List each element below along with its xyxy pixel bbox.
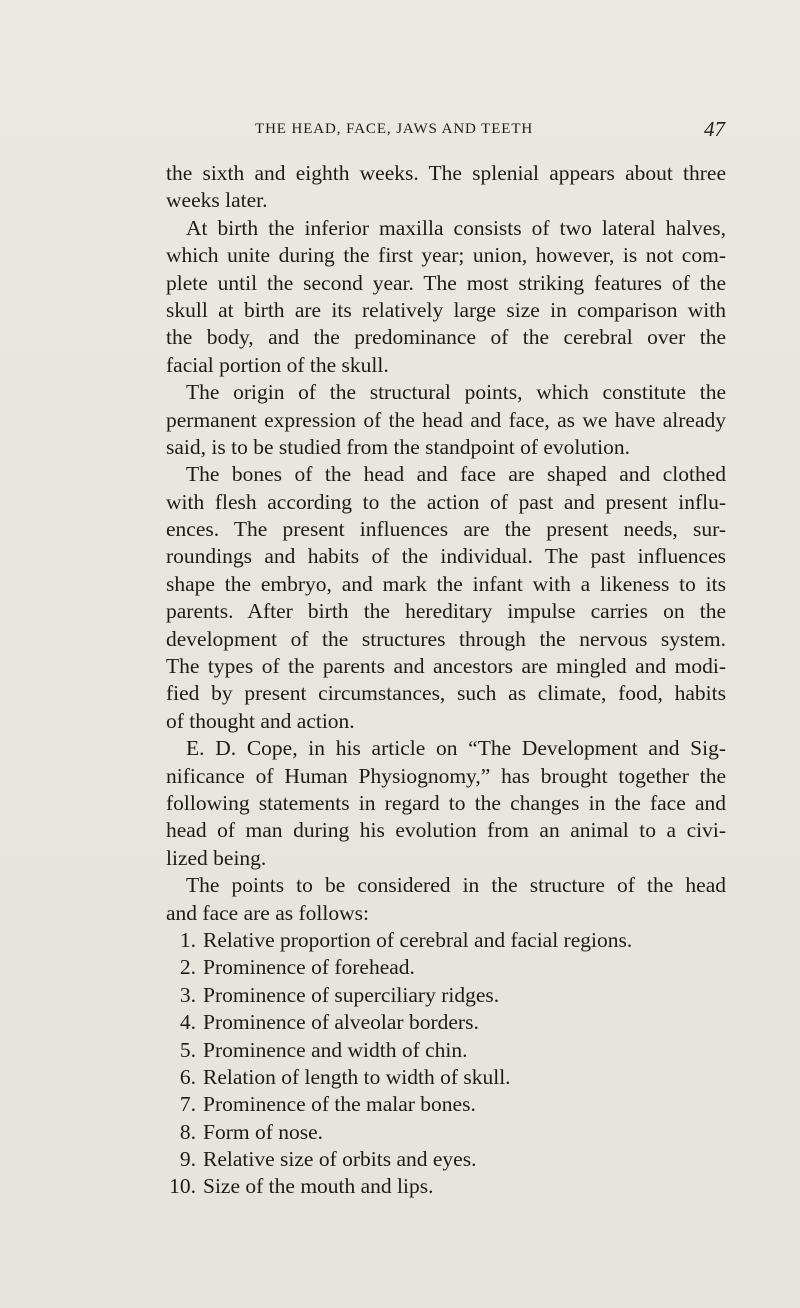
list-item-number: 6. [179, 1064, 196, 1089]
text-line: development of the structures through the nervous system. [166, 626, 726, 651]
points-list [166, 927, 726, 1201]
text-line: shape the embryo, and mark the infant with a likeness to its [166, 571, 726, 596]
list-item-number: 8. [179, 1119, 196, 1144]
text-line: skull at birth are its relatively large size in comparison with [166, 297, 726, 322]
page-number: 47 [704, 117, 725, 141]
list-item-number: 3. [179, 982, 196, 1007]
list-item [166, 1091, 726, 1118]
list-item-number: 2. [179, 955, 196, 980]
text-line: roundings and habits of the individual. The past influences [166, 544, 726, 569]
list-item-text: Prominence of the malar bones. [203, 1092, 476, 1117]
list-item [166, 982, 726, 1009]
list-item-text: Prominence of forehead. [203, 955, 415, 980]
text-line: head of man during his evolution from an animal to a civi- [166, 818, 726, 843]
text-line: permanent expression of the head and face, as we have already [166, 407, 726, 432]
list-item-text: Form of nose. [203, 1119, 324, 1144]
list-item-number: 7. [179, 1092, 196, 1117]
text-line: lized being. [166, 845, 267, 870]
text-line: parents. After birth the hereditary impulse carries on the [166, 599, 726, 624]
list-item-text: Prominence of alveolar borders. [203, 1010, 479, 1035]
body-text [166, 160, 726, 1201]
list-item-number: 4. [179, 1010, 196, 1035]
list-item-text: Relative proportion of cerebral and facial regions. [203, 927, 633, 952]
list-item-text: Prominence of superciliary ridges. [203, 982, 500, 1007]
text-line: the body, and the predominance of the cerebral over the [166, 325, 726, 350]
list-item [166, 1064, 726, 1091]
text-line: plete until the second year. The most striking features of the [166, 270, 726, 295]
paragraphs [166, 160, 726, 927]
text-line: E. D. Cope, in his article on “The Development and Sig- [186, 736, 726, 761]
list-item-text: Relation of length to width of skull. [203, 1064, 511, 1089]
text-line: The origin of the structural points, which constitute the [186, 380, 726, 405]
paragraph [166, 215, 726, 379]
text-line: The points to be considered in the structure of the head [186, 873, 726, 898]
list-item [166, 1173, 726, 1200]
running-title: THE HEAD, FACE, JAWS AND TEETH [255, 121, 534, 137]
list-item [166, 927, 726, 954]
paragraph [166, 735, 726, 872]
list-item [166, 954, 726, 981]
text-line: and face are as follows: [166, 900, 369, 925]
list-item-number: 10. [169, 1174, 196, 1199]
paragraph [166, 160, 726, 215]
running-head [255, 117, 725, 145]
text-line: with flesh according to the action of past and present influ- [166, 489, 726, 514]
paragraph [166, 872, 726, 927]
text-line: The bones of the head and face are shaped and clothed [186, 462, 726, 487]
text-line: said, is to be studied from the standpoint of evolution. [166, 434, 630, 459]
text-line: the sixth and eighth weeks. The splenial appears about three [166, 161, 726, 185]
paragraph [166, 379, 726, 461]
text-line: nificance of Human Physiognomy,” has brought together the [166, 763, 726, 788]
text-line: of thought and action. [166, 708, 355, 733]
text-line: At birth the inferior maxilla consists of two lateral halves, [186, 215, 726, 240]
text-line: following statements in regard to the changes in the face and [166, 790, 726, 815]
list-item [166, 1037, 726, 1064]
text-line: facial portion of the skull. [166, 352, 389, 377]
text-line: The types of the parents and ancestors are mingled and modi- [166, 654, 726, 679]
list-item-text: Prominence and width of chin. [203, 1037, 468, 1062]
text-line: fied by present circumstances, such as climate, food, habits [166, 681, 726, 706]
text-line: weeks later. [166, 188, 268, 213]
list-item-number: 9. [179, 1147, 196, 1172]
list-item [166, 1009, 726, 1036]
text-line: ences. The present influences are the present needs, sur- [166, 517, 726, 542]
paragraph [166, 461, 726, 735]
list-item [166, 1119, 726, 1146]
text-line: which unite during the first year; union, however, is not com- [166, 243, 726, 268]
list-item [166, 1146, 726, 1173]
list-item-text: Size of the mouth and lips. [203, 1174, 434, 1199]
list-item-text: Relative size of orbits and eyes. [203, 1147, 477, 1172]
list-item-number: 1. [179, 927, 196, 952]
list-item-number: 5. [179, 1037, 196, 1062]
